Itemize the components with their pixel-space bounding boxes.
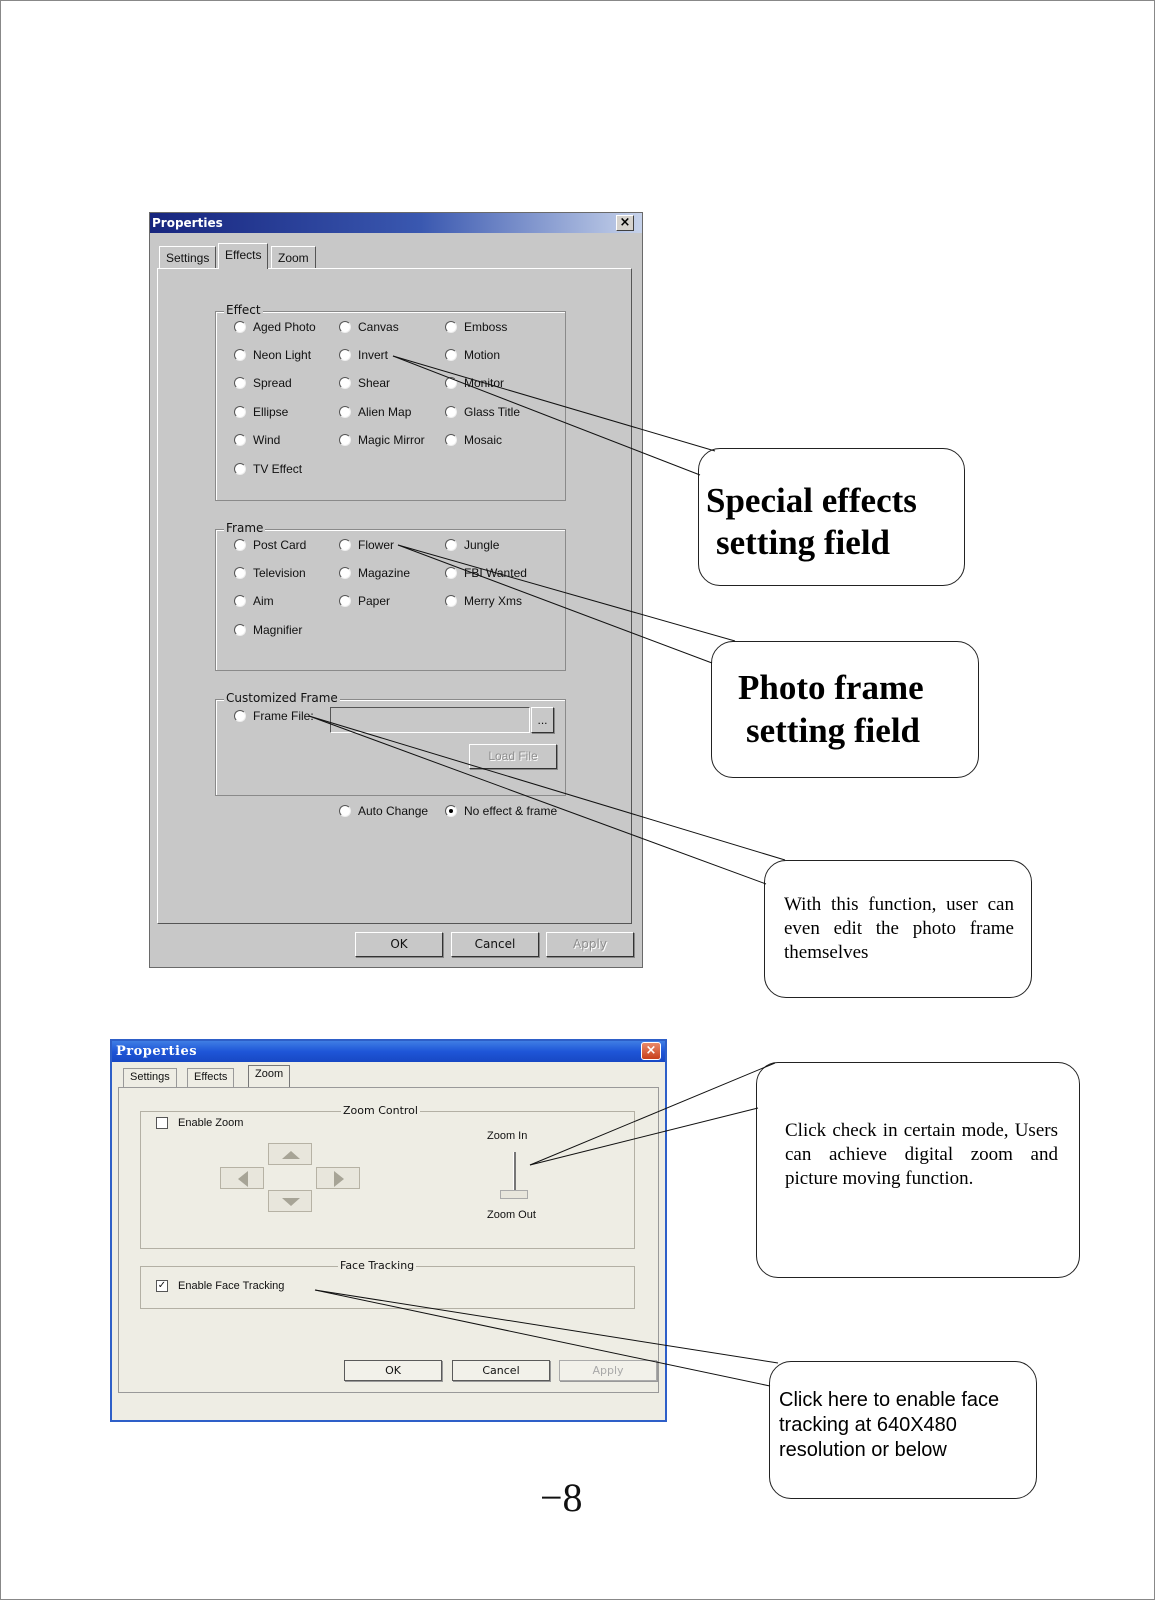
frame-file-input[interactable] — [330, 707, 530, 733]
radio-emboss[interactable]: Emboss — [445, 320, 507, 334]
radio-paper[interactable]: Paper — [339, 594, 390, 608]
dialog-title-bar — [112, 1041, 665, 1062]
pan-down-button[interactable] — [268, 1190, 312, 1212]
radio-auto-change[interactable]: Auto Change — [339, 804, 428, 818]
tab-settings[interactable]: Settings — [159, 246, 216, 268]
close-icon: × — [645, 1043, 657, 1058]
effect-group-label: Effect — [226, 303, 261, 317]
zoom-in-label: Zoom In — [487, 1130, 528, 1142]
customized-frame-group-label: Customized Frame — [226, 691, 338, 705]
close-button[interactable] — [641, 1042, 661, 1060]
radio-spread[interactable]: Spread — [234, 376, 292, 390]
dialog-title: Properties — [152, 216, 223, 230]
checkbox-box — [156, 1117, 168, 1129]
radio-glass-title[interactable]: Glass Title — [445, 405, 520, 419]
tab-settings[interactable]: Settings — [123, 1068, 177, 1087]
arrow-down-icon — [269, 1191, 313, 1213]
radio-post-card[interactable]: Post Card — [234, 538, 306, 552]
radio-aim[interactable]: Aim — [234, 594, 274, 608]
callout-zoom-mode-text: Click check in certain mode, Users can achieve digital zoom and picture moving function. — [785, 1120, 1058, 1189]
checkbox-checked-icon: ✓ — [157, 1280, 167, 1291]
zoom-slider-track[interactable] — [513, 1152, 516, 1192]
zoom-control-label: Zoom Control — [343, 1104, 418, 1117]
arrow-left-icon — [221, 1168, 265, 1190]
radio-fbi-wanted[interactable]: FBI Wanted — [445, 566, 527, 580]
ok-button[interactable]: OK — [344, 1360, 442, 1381]
enable-face-tracking-label: Enable Face Tracking — [178, 1280, 285, 1292]
tab-zoom[interactable]: Zoom — [271, 246, 316, 268]
load-file-button[interactable]: Load File — [469, 744, 557, 769]
browse-button[interactable]: ... — [531, 707, 554, 733]
radio-flower[interactable]: Flower — [339, 538, 394, 552]
zoom-out-label: Zoom Out — [487, 1209, 536, 1221]
properties-dialog-zoom — [110, 1039, 667, 1422]
radio-frame-file[interactable]: Frame File: — [234, 709, 314, 723]
radio-mosaic[interactable]: Mosaic — [445, 433, 502, 447]
tab-effects[interactable]: Effects — [218, 243, 268, 269]
close-icon: × — [619, 215, 631, 230]
tab-effects[interactable]: Effects — [187, 1068, 234, 1087]
radio-invert[interactable]: Invert — [339, 348, 388, 362]
radio-television[interactable]: Television — [234, 566, 306, 580]
callout-photo-frame-line1: Photo frame — [738, 668, 924, 707]
dialog-title-bar — [150, 213, 642, 233]
callout-special-effects-line1: Special effects — [706, 481, 917, 520]
radio-magazine[interactable]: Magazine — [339, 566, 410, 580]
pan-left-button[interactable] — [220, 1167, 264, 1189]
face-tracking-label: Face Tracking — [340, 1259, 415, 1272]
zoom-slider-thumb[interactable] — [500, 1190, 528, 1199]
radio-magnifier[interactable]: Magnifier — [234, 623, 302, 637]
zoom-control-group — [140, 1104, 635, 1249]
frame-group-label: Frame — [226, 521, 264, 535]
zoom-panel — [118, 1087, 659, 1393]
apply-button[interactable]: Apply — [559, 1360, 657, 1381]
radio-merry-xms[interactable]: Merry Xms — [445, 594, 522, 608]
cancel-button[interactable]: Cancel — [452, 1360, 550, 1381]
radio-tv-effect[interactable]: TV Effect — [234, 462, 302, 476]
radio-ellipse[interactable]: Ellipse — [234, 405, 288, 419]
radio-magic-mirror[interactable]: Magic Mirror — [339, 433, 425, 447]
tab-zoom[interactable]: Zoom — [248, 1065, 290, 1087]
page-number: −8 — [540, 1475, 583, 1520]
close-button[interactable] — [616, 215, 634, 231]
radio-monitor[interactable]: Monitor — [445, 376, 504, 390]
enable-zoom-label: Enable Zoom — [178, 1117, 244, 1129]
enable-zoom-checkbox[interactable] — [156, 1117, 243, 1129]
pan-right-button[interactable] — [316, 1167, 360, 1189]
enable-face-tracking-checkbox[interactable] — [156, 1280, 284, 1292]
dialog-title: Properties — [116, 1044, 198, 1059]
effects-panel — [157, 268, 632, 924]
ok-button[interactable]: OK — [355, 932, 443, 957]
radio-no-effect-frame[interactable]: No effect & frame — [445, 804, 557, 818]
apply-button[interactable]: Apply — [546, 932, 634, 957]
radio-canvas[interactable]: Canvas — [339, 320, 399, 334]
arrow-up-icon — [269, 1144, 313, 1166]
radio-jungle[interactable]: Jungle — [445, 538, 499, 552]
radio-motion[interactable]: Motion — [445, 348, 500, 362]
radio-aged-photo[interactable]: Aged Photo — [234, 320, 316, 334]
radio-alien-map[interactable]: Alien Map — [339, 405, 411, 419]
callout-face-tracking-text: Click here to enable face tracking at 640X480 resolution or below — [779, 1389, 1000, 1461]
arrow-right-icon — [317, 1168, 361, 1190]
callout-special-effects-line2: setting field — [716, 523, 891, 562]
callout-edit-frame-text: With this function, user can even edit the photo frame themselves — [784, 894, 1014, 963]
radio-wind[interactable]: Wind — [234, 433, 280, 447]
callout-photo-frame-line2: setting field — [746, 711, 921, 750]
radio-neon-light[interactable]: Neon Light — [234, 348, 311, 362]
cancel-button[interactable]: Cancel — [451, 932, 539, 957]
radio-shear[interactable]: Shear — [339, 376, 390, 390]
pan-up-button[interactable] — [268, 1143, 312, 1165]
